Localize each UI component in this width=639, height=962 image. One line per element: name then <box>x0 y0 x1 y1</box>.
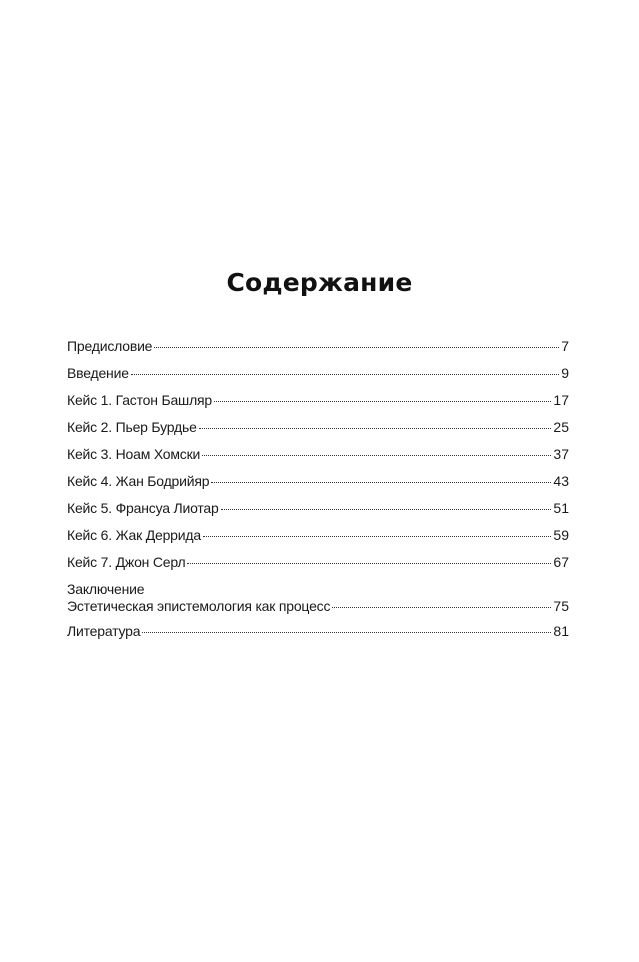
toc-page-number: 59 <box>553 527 569 543</box>
toc-page-number: 25 <box>553 419 569 435</box>
dot-leader <box>199 428 552 429</box>
toc-entry-label: Кейс 3. Ноам Хомски <box>67 446 201 462</box>
dot-leader <box>154 347 559 348</box>
dot-leader <box>202 455 551 456</box>
dot-leader <box>131 374 559 375</box>
toc-page-number: 37 <box>553 446 569 462</box>
toc-page-number: 17 <box>553 392 569 408</box>
toc-entry-subtitle-row <box>67 597 569 615</box>
toc-entry-literature <box>67 618 569 645</box>
toc-entry-heading: Заключение <box>67 581 145 597</box>
toc-page-number: 7 <box>561 338 569 354</box>
toc-entry-case-7 <box>67 549 569 576</box>
toc-entry-label: Кейс 5. Франсуа Лиотар <box>67 500 219 516</box>
dot-leader <box>332 607 551 608</box>
toc-entry-case-5 <box>67 495 569 522</box>
dot-leader <box>203 536 552 537</box>
dot-leader <box>211 482 551 483</box>
toc-entry-case-4 <box>67 468 569 495</box>
toc-page-number: 9 <box>561 365 569 381</box>
toc-entry-case-6 <box>67 522 569 549</box>
dot-leader <box>142 632 551 633</box>
toc-entry-label: Литература <box>67 623 141 639</box>
toc-entry-case-3 <box>67 441 569 468</box>
toc-page-number: 43 <box>553 473 569 489</box>
toc-entry-introduction <box>67 360 569 387</box>
table-of-contents <box>67 333 569 645</box>
dot-leader <box>187 563 551 564</box>
toc-entry-label: Предисловие <box>67 338 153 354</box>
toc-entry-label: Кейс 2. Пьер Бурдье <box>67 419 197 435</box>
toc-entry-conclusion <box>67 581 569 615</box>
toc-page-number: 67 <box>553 554 569 570</box>
toc-entry-label: Кейс 4. Жан Бодрийяр <box>67 473 210 489</box>
toc-entry-label: Кейс 1. Гастон Башляр <box>67 392 213 408</box>
toc-entry-case-1 <box>67 387 569 414</box>
toc-entry-label: Кейс 6. Жак Деррида <box>67 527 201 543</box>
dot-leader <box>221 509 552 510</box>
dot-leader <box>214 401 551 402</box>
toc-entry-label: Кейс 7. Джон Серл <box>67 554 186 570</box>
toc-entry-preface <box>67 333 569 360</box>
toc-page-number: 75 <box>553 598 569 614</box>
toc-page-number: 51 <box>553 500 569 516</box>
toc-entry-label: Эстетическая эпистемология как процесс <box>67 598 331 614</box>
toc-entry-label: Введение <box>67 365 129 381</box>
toc-entry-case-2 <box>67 414 569 441</box>
toc-page-number: 81 <box>553 623 569 639</box>
page-title: Содержание <box>226 268 413 297</box>
